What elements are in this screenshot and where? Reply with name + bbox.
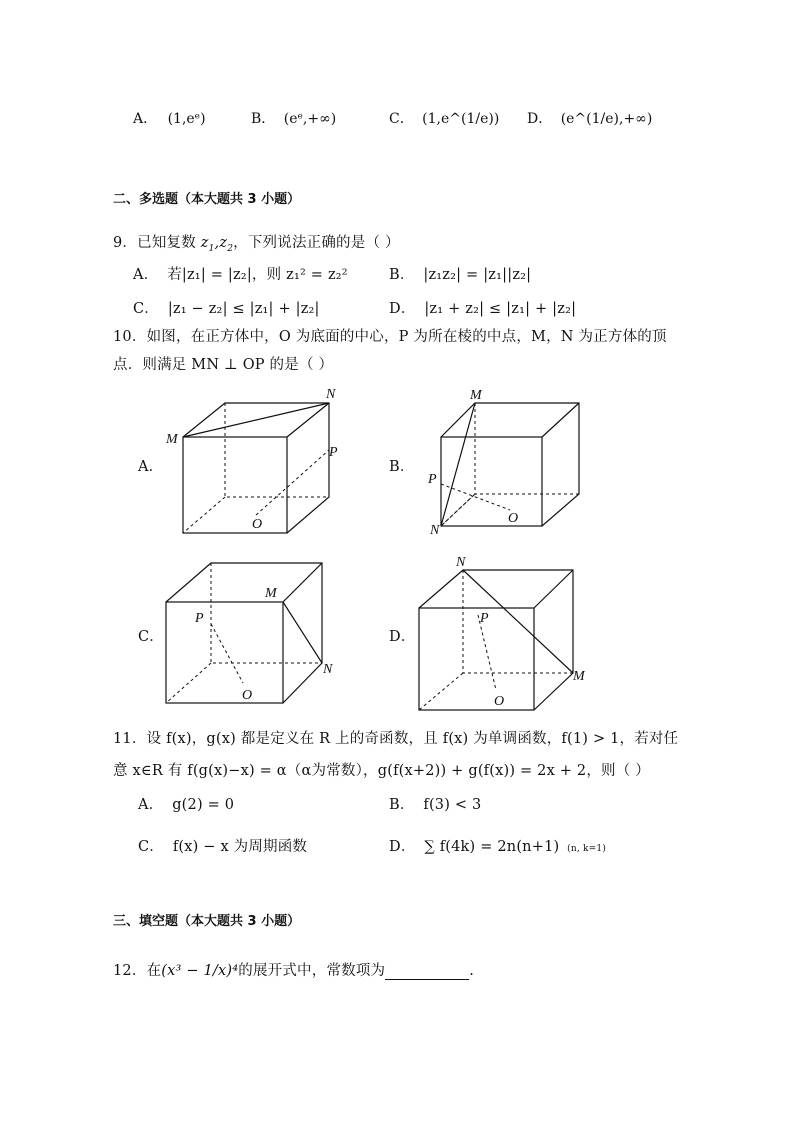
q12-stem-post: 的展开式中，常数项为 — [238, 963, 386, 979]
q8-option-d — [527, 108, 652, 128]
q9-option-b — [389, 263, 531, 284]
q10-option-a-label: A． — [138, 459, 164, 475]
q8-option-a-value: (1,eᵉ) — [167, 111, 206, 127]
cube-a-back-edges — [183, 403, 329, 533]
q9-option-d-text: |z₁ + z₂| ≤ |z₁| + |z₂| — [424, 301, 577, 317]
q8-option-a — [133, 108, 206, 128]
q11-number: 11． — [113, 731, 147, 747]
q11-line2: 意 x∈R 有 f(g(x)−x) = α（α为常数），g(f(x+2)) + g(f(x)) = 2x + 2，则（ ） — [113, 763, 650, 779]
q11-option-c-label: C． — [138, 839, 164, 855]
cube-b-label-p: P — [428, 472, 437, 487]
section-2-title: 二、多选题（本大题共 3 小题） — [113, 192, 301, 207]
cube-d-op-segment — [478, 615, 496, 690]
q9-option-b-label: B． — [389, 267, 415, 283]
q10-cube-d — [415, 552, 595, 712]
cube-a-front-face — [183, 437, 287, 533]
cube-a-label-m: M — [166, 432, 178, 447]
q11-option-d-label: D． — [389, 839, 416, 855]
q10-cube-c — [160, 555, 340, 710]
q11-option-b-text: f(3) < 3 — [423, 797, 482, 813]
q9-variables: $z_1,z_2$ — [200, 235, 234, 254]
q9-option-c — [133, 297, 320, 318]
q9-option-b-text: |z₁z₂| = |z₁||z₂| — [423, 267, 532, 283]
q11-option-a — [138, 793, 234, 814]
q9-stem — [113, 231, 400, 254]
q10-line2: 点．则满足 MN ⊥ OP 的是（ ） — [113, 357, 334, 373]
q9-number: 9． — [113, 235, 138, 251]
q9-option-c-label: C． — [133, 301, 159, 317]
q9-stem-pre: 已知复数 — [137, 235, 196, 251]
cube-a-label-o: O — [252, 517, 263, 532]
q10-option-c-label: C． — [138, 629, 164, 645]
q12-end: . — [469, 963, 475, 979]
cube-d-label-m: M — [573, 669, 585, 684]
q11-option-b — [389, 793, 481, 814]
q8-option-a-label: A． — [133, 111, 158, 127]
q11-option-c-text: f(x) − x 为周期函数 — [172, 839, 308, 855]
q9-option-d — [389, 297, 576, 318]
cube-c-label-n: N — [323, 662, 333, 677]
q12-number: 12． — [113, 963, 147, 979]
q11-option-d — [389, 835, 606, 856]
cube-c-label-p: P — [195, 611, 204, 626]
q11-sum-top: n — [570, 844, 577, 854]
q11-option-a-label: A． — [138, 797, 164, 813]
q8-option-c-value: (1,e^(1/e)) — [422, 111, 500, 127]
q8-option-b — [251, 108, 336, 128]
cube-d-label-o: O — [494, 694, 505, 709]
q10-cube-a — [160, 380, 360, 540]
cube-c-label-o: O — [242, 688, 253, 703]
cube-a-label-n: N — [326, 387, 336, 402]
q11-line1 — [113, 727, 678, 748]
q11-option-a-text: g(2) = 0 — [172, 797, 235, 813]
q12-stem — [113, 959, 474, 980]
q8-option-c-label: C． — [389, 111, 414, 127]
q8-option-b-label: B． — [251, 111, 276, 127]
cube-b-label-o: O — [508, 511, 519, 526]
q12-answer-blank[interactable] — [385, 965, 469, 980]
q11-option-c — [138, 835, 307, 856]
cube-b-label-m: M — [470, 388, 482, 403]
q8-option-d-value: (e^(1/e),+∞) — [560, 111, 653, 127]
q10-line1 — [113, 325, 667, 346]
q12-stem-pre: 在 — [146, 963, 162, 979]
q9-option-d-label: D． — [389, 301, 416, 317]
q12-expression: (x³ − 1/x)⁴ — [161, 963, 239, 979]
q9-option-a-label: A． — [133, 267, 159, 283]
q11-sum-limits: (n, k=1) — [567, 844, 607, 854]
cube-c-mn-segment — [283, 602, 322, 663]
cube-a-label-p: P — [329, 445, 338, 460]
q9-option-a — [133, 263, 348, 284]
q10-option-b-label: B． — [389, 459, 415, 475]
cube-d-label-n: N — [456, 555, 466, 570]
cube-a-op-segment — [256, 450, 329, 515]
q9-option-c-text: |z₁ − z₂| ≤ |z₁| + |z₂| — [167, 301, 320, 317]
cube-b-label-n: N — [430, 523, 440, 538]
q10-line1-text: 如图，在正方体中，O 为底面的中心，P 为所在棱的中点，M，N 为正方体的顶 — [146, 329, 667, 345]
q9-stem-post: ，下列说法正确的是（ ） — [233, 235, 400, 251]
q8-option-b-value: (eᵉ,+∞) — [283, 111, 337, 127]
q10-cube-b — [420, 380, 600, 540]
cube-d-label-p: P — [480, 611, 489, 626]
cube-c-op-segment — [211, 624, 243, 683]
q9-option-a-text: 若|z₁| = |z₂|，则 z₁² = z₂² — [167, 267, 348, 283]
section-3-title: 三、填空题（本大题共 3 小题） — [113, 914, 301, 929]
q11-option-d-text: ∑ f(4k) = 2n(n+1) — [424, 839, 560, 855]
q11-sum-bottom: k=1 — [583, 844, 603, 854]
q8-option-d-label: D． — [527, 111, 553, 127]
q8-option-c — [389, 108, 499, 128]
cube-c-label-m: M — [265, 586, 277, 601]
q11-option-b-label: B． — [389, 797, 415, 813]
q10-number: 10． — [113, 329, 147, 345]
q11-line1-text: 设 f(x)，g(x) 都是定义在 R 上的奇函数，且 f(x) 为单调函数，f(1) > 1，若对任 — [146, 731, 679, 747]
cube-b-mn-segment — [441, 403, 475, 526]
q10-option-d-label: D． — [389, 629, 416, 645]
